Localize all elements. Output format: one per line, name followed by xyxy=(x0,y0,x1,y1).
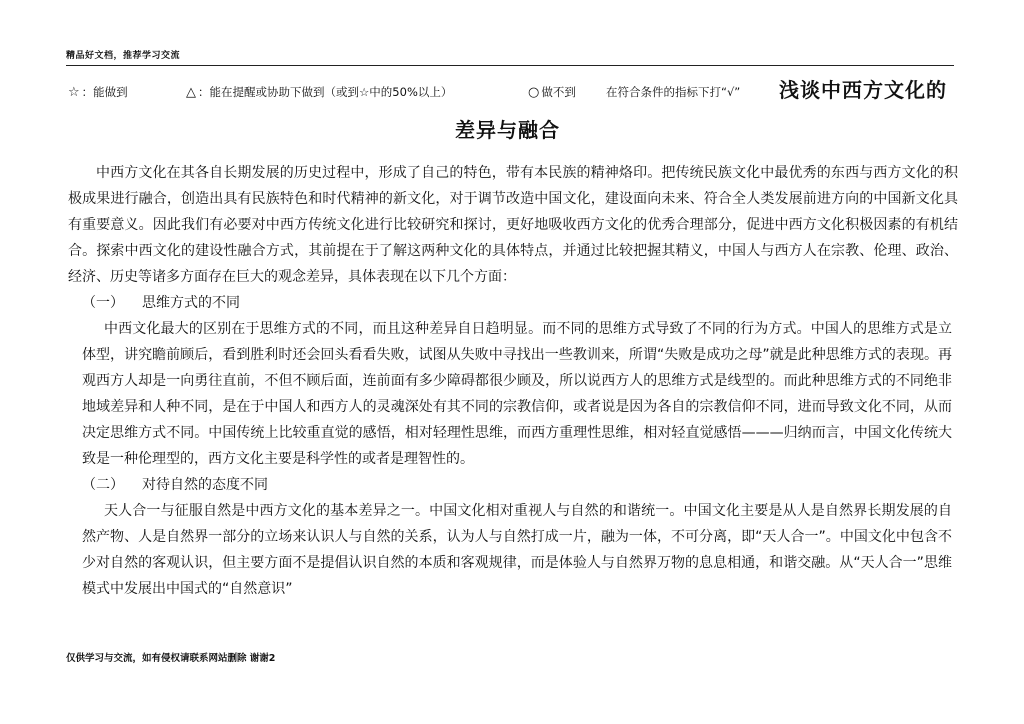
section-title: 思维方式的不同 xyxy=(142,295,240,311)
legend-item-with-help xyxy=(186,84,452,100)
legend-instruction: 在符合条件的指标下打“√” xyxy=(606,85,741,99)
triangle-outline-icon: △ xyxy=(186,85,196,100)
legend-item-cannot xyxy=(528,84,576,100)
legend-label: 做不到 xyxy=(541,85,576,99)
section-number: （一） xyxy=(82,295,124,311)
section-title: 对待自然的态度不同 xyxy=(142,477,268,493)
legend-item-can-do xyxy=(68,84,128,100)
star-outline-icon: ☆ xyxy=(68,85,80,100)
document-title-line2: 差异与融合 xyxy=(455,118,560,142)
section-heading xyxy=(68,290,958,316)
section-number: （二） xyxy=(82,477,124,493)
section-paragraph: 中西文化最大的区别在于思维方式的不同，而且这种差异自日趋明显。而不同的思维方式导致了不同的行为方式。中国人的思维方式是立体型，讲究瞻前顾后，看到胜利时还会回头看看失败，试图从失败中寻找出一些教训来，所谓“失败是成功之母”就是此种思维方式的表现。再观西方人却是一向勇往直前，不但不顾后面，连前面有多少障碍都很少顾及，所以说西方人的思维方式是线型的。而此种思维方式的不同绝非地域差异和人种不同，是在于中国人和西方人的灵魂深处有其不同的宗教信仰，或者说是因为各自的宗教信仰不同，进而导致文化不同，从而决定思维方式不同。中国传统上比较重直觉的感悟，相对轻理性思维，而西方重理性思维，相对轻直觉感悟———归纳而言，中国文化传统大致是一种伦理型的，西方文化主要是科学性的或者是理智性的。 xyxy=(82,321,952,467)
circle-outline-icon: ○ xyxy=(528,85,540,100)
legend-label: ：能做到 xyxy=(81,85,128,99)
page-footer-text: 仅供学习与交流，如有侵权请联系网站删除 谢谢2 xyxy=(66,653,276,664)
legend-label: ：能在提醒或协助下做到（或到☆中的50%以上） xyxy=(198,85,453,99)
document-body xyxy=(68,160,958,602)
page-header-text: 精品好文档，推荐学习交流 xyxy=(66,51,181,61)
document-title-line1: 浅谈中西方文化的 xyxy=(779,78,947,102)
section-paragraph: 天人合一与征服自然是中西方文化的基本差异之一。中国文化相对重视人与自然的和谐统一。中国文化主要是从人是自然界长期发展的自然产物、人是自然界一部分的立场来认识人与自然的关系，认为人与自然打成一片，融为一体，不可分离，即“天人合一”。中国文化中包含不少对自然的客观认识，但主要方面不是提倡认识自然的本质和客观规律，而是体验人与自然界万物的息息相通，和谐交融。从“天人合一”思维模式中发展出中国式的“自然意识” xyxy=(82,503,952,597)
intro-paragraph: 中西方文化在其各自长期发展的历史过程中，形成了自己的特色，带有本民族的精神烙印。把传统民族文化中最优秀的东西与西方文化的积极成果进行融合，创造出具有民族特色和时代精神的新文化，对于调节改造中国文化，建设面向未来、符合全人类发展前进方向的中国新文化具有重要意义。因此我们有必要对中西方传统文化进行比较研究和探讨，更好地吸收西方文化的优秀合理部分，促进中西方文化积极因素的有机结合。探索中西文化的建设性融合方式，其前提在于了解这两种文化的具体特点，并通过比较把握其精义，中国人与西方人在宗教、伦理、政治、经济、历史等诸多方面存在巨大的观念差异，具体表现在以下几个方面： xyxy=(68,165,958,285)
header-divider xyxy=(66,65,954,66)
section-heading xyxy=(68,472,958,498)
